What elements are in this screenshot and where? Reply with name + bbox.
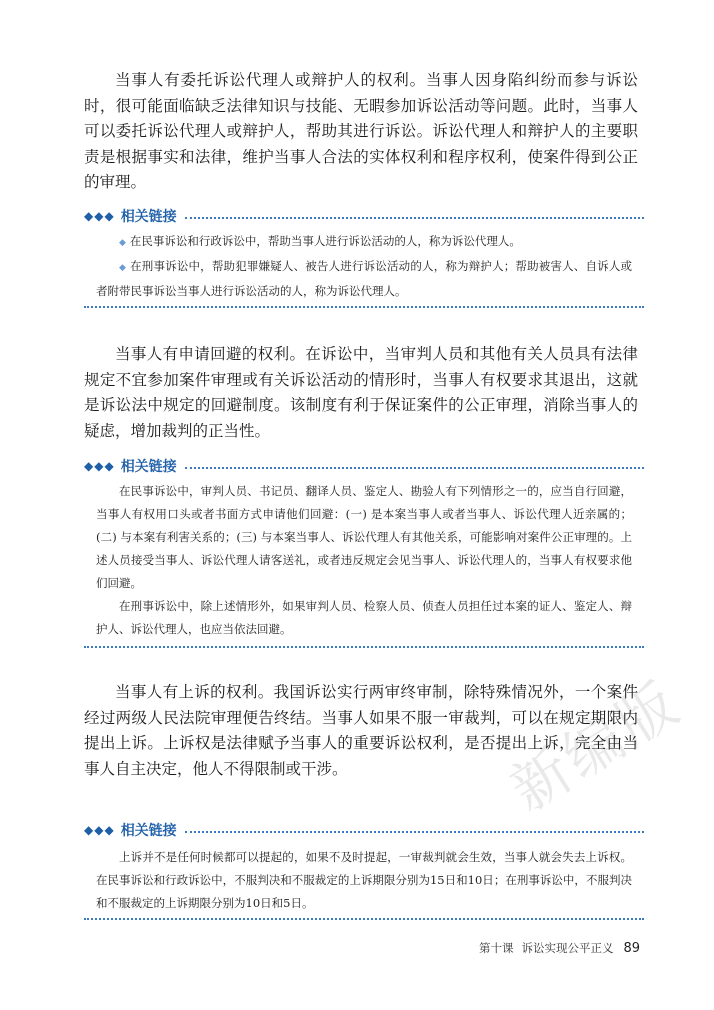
bullet-icon: ◆ (119, 238, 126, 248)
dotted-rule (185, 831, 644, 833)
note-text: 在民事诉讼和行政诉讼中，帮助当事人进行诉讼活动的人，称为诉讼代理人。 (129, 234, 521, 248)
lesson-title: 诉讼实现公平正义 (521, 941, 614, 955)
dotted-rule (185, 467, 644, 469)
paragraph-appeal: 当事人有上诉的权利。我国诉讼实行两审终审制，除特殊情况外，一个案件经过两级人民法院审理便告终结。当事人如果不服一审裁判，可以在规定期限内提出上诉。上诉权是法律赋予当事人的重要诉讼权利，是否提出上诉，完全由当事人自主决定，他人不得限制或干涉。 (84, 683, 638, 778)
paragraph-recusal: 当事人有申请回避的权利。在诉讼中，当审判人员和其他有关人员具有法律规定不宜参加案件审理或有关诉讼活动的情形时，当事人有权要求其退出，这就是诉讼法中规定的回避制度。该制度有利于保证案件的公正审理，消除当事人的疑虑，增加裁判的正当性。 (84, 345, 638, 440)
related-links-header-2 (84, 456, 644, 476)
page-number: 89 (623, 941, 640, 956)
note-text: 上诉并不是任何时候都可以提起的，如果不及时提起，一审裁判就会生效，当事人就会失去上诉权。在民事诉讼和行政诉讼中，不服判决和不服裁定的上诉期限分别为15日和10日；在刑事诉讼中，不服判决和不服裁定的上诉期限分别为10日和5日。 (96, 850, 632, 910)
related-links-body-1 (96, 230, 632, 303)
bullet-icon: ◆ (119, 263, 127, 273)
related-links-body-3 (96, 846, 632, 915)
page-footer (460, 940, 640, 962)
section-divider (84, 306, 644, 308)
section-divider (84, 918, 644, 920)
dotted-rule (185, 217, 644, 219)
note-text: 在民事诉讼中，审判人员、书记员、翻译人员、鉴定人、勘验人有下列情形之一的，应当自行回避，当事人有权用口头或者书面方式申请他们回避：(一) 是本案当事人或者当事人、诉讼代理人近亲属的；(二) 与本案有利害关系的；(三) 与本案当事人、诉讼代理人有其他关系，可能影响对案件公正审理的。上述人员接受当事人、诉讼代理人请客送礼，或者违反规定会见当事人、诉讼代理人的，当事人有权要求他们回避。 (96, 484, 632, 590)
related-links-body-2 (96, 480, 632, 641)
related-links-title: 相关链接 (120, 209, 177, 225)
watermark: 新编版 (498, 668, 693, 825)
note-text: 在刑事诉讼中，除上述情形外，如果审判人员、检察人员、侦查人员担任过本案的证人、鉴定人、辩护人、诉讼代理人，也应当依法回避。 (96, 599, 632, 636)
diamond-icon: ◆◆◆ (84, 823, 115, 837)
lesson-label: 第十课 (478, 941, 514, 955)
related-links-title: 相关链接 (120, 823, 177, 839)
section-divider (84, 646, 644, 648)
note-text: 在刑事诉讼中，帮助犯罪嫌疑人、被告人进行诉讼活动的人，称为辩护人；帮助被害人、自诉人或者附带民事诉讼当事人进行诉讼活动的人，称为诉讼代理人。 (96, 259, 633, 298)
related-links-title: 相关链接 (120, 459, 177, 475)
related-links-header-3 (84, 820, 644, 840)
diamond-icon: ◆◆◆ (84, 209, 115, 223)
related-links-header-1 (84, 206, 644, 226)
diamond-icon: ◆◆◆ (84, 459, 115, 473)
paragraph-entrust-agent: 当事人有委托诉讼代理人或辩护人的权利。当事人因身陷纠纷而参与诉讼时，很可能面临缺乏法律知识与技能、无暇参加诉讼活动等问题。此时，当事人可以委托诉讼代理人或辩护人，帮助其进行诉讼。诉讼代理人和辩护人的主要职责是根据事实和法律，维护当事人合法的实体权利和程序权利，使案件得到公正的审理。 (84, 71, 638, 191)
